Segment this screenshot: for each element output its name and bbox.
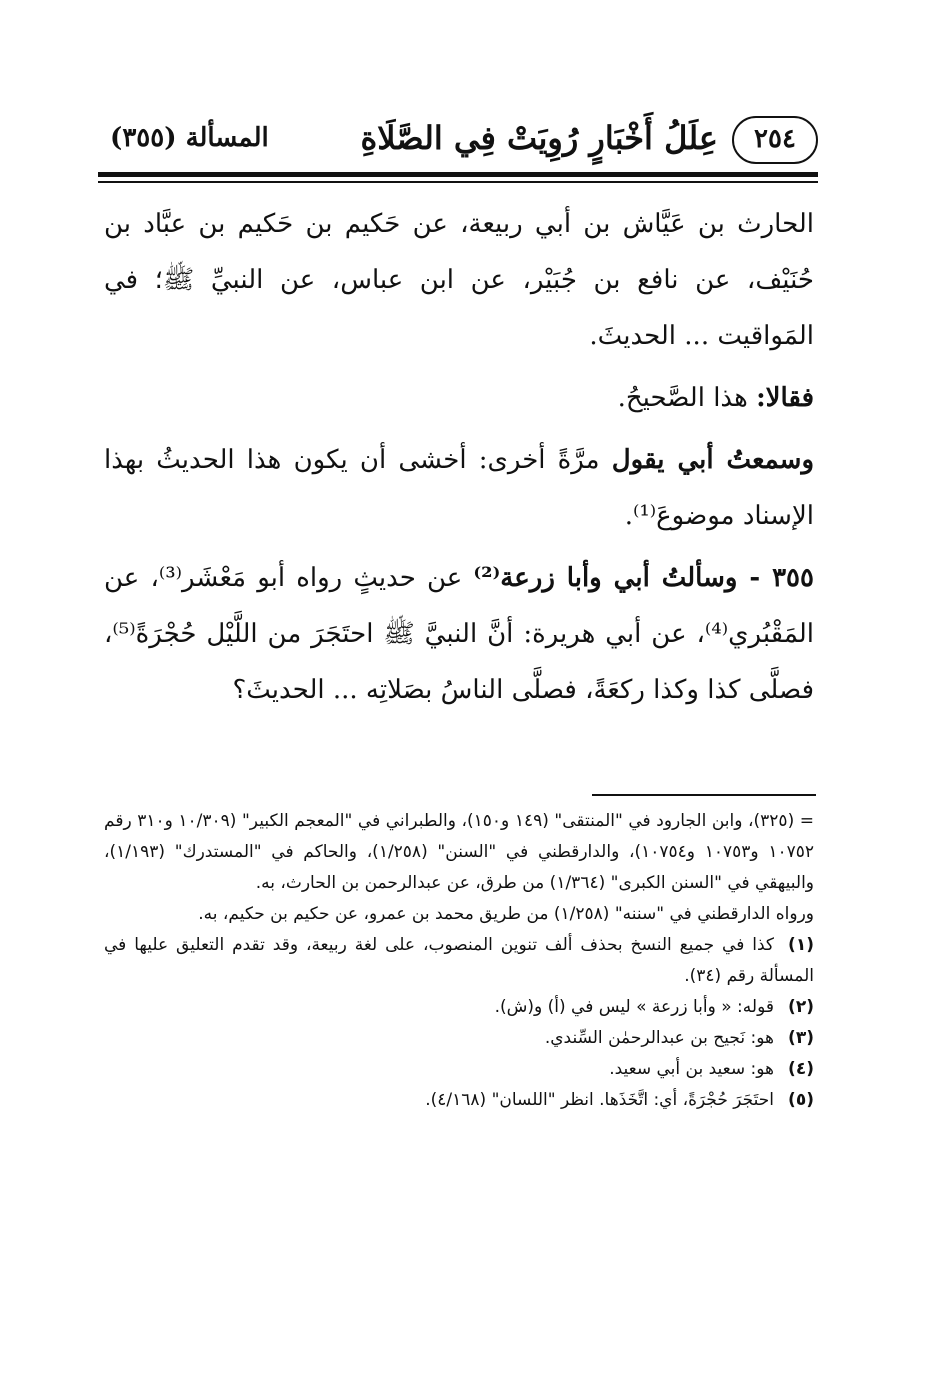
book-title: عِلَلُ أَخْبَارٍ رُوِيَتْ فِي الصَّلَاةِ [360, 119, 718, 157]
footnote-4 [104, 1054, 814, 1085]
page-number-badge: ٢٥٤ [732, 116, 818, 164]
footnote-number: (٤) [788, 1059, 814, 1079]
footnote-text: هو: نَجيح بن عبدالرحمٰن السِّندي. [544, 1028, 774, 1048]
paragraph-3-lead: وسمعتُ أبي يقول [611, 445, 814, 475]
header-rule-thin [98, 181, 818, 183]
main-text [104, 196, 814, 724]
paragraph-2 [104, 370, 814, 426]
footnote-2 [104, 992, 814, 1023]
footnote-number: (٢) [788, 997, 814, 1017]
footnote-text: احتَجَرَ حُجْرَةً، أي: اتَّخَذَها. انظر "اللسان" (٤/١٦٨). [425, 1090, 774, 1110]
paragraph-2-lead: فقالا: [756, 383, 814, 413]
footnotes [104, 806, 814, 1116]
footnote-5 [104, 1085, 814, 1116]
issue-label: المسألة (٣٥٥) [110, 123, 269, 153]
header-rule-thick [98, 172, 818, 177]
paragraph-3 [104, 432, 814, 544]
footnote-text: قوله: « وأبا زرعة » ليس في (أ) و(ش). [494, 997, 774, 1017]
footnote-number: (٣) [788, 1028, 814, 1048]
footnote-text: كذا في جميع النسخ بحذف ألف تنوين المنصوب، على لغة ربيعة، وقد تقدم التعليق عليها في المسألة رقم (٣٤). [104, 935, 814, 986]
footnote-number: (٥) [788, 1090, 814, 1110]
footnote-3 [104, 1023, 814, 1054]
paragraph-2-text: هذا الصَّحيحُ. [617, 383, 757, 413]
footnote-number: (١) [788, 935, 814, 955]
footnote-continuation-1: = (٣٢٥)، وابن الجارود في "المنتقى" (١٤٩ و١٥٠)، والطبراني في "المعجم الكبير" (١٠/٣٠٩ و٣١٠ رقم ١٠٧٥٢ و١٠٧٥٣ و١٠٧٥٤)، والدارقطني في "السنن" (١/٢٥٨)، والحاكم في "المستدرك" (١/١٩٣)، والبيهقي في "السنن الكبرى" (١/٣٦٤) من طرق، عن عبدالرحمن بن الحارث، به. [104, 811, 815, 893]
footnote-text: هو: سعيد بن أبي سعيد. [609, 1059, 774, 1079]
footnote-1 [104, 930, 814, 992]
paragraph-1: الحارث بن عَيَّاش بن أبي ربيعة، عن حَكيم بن حَكيم بن عبَّاد بن حُنَيْف، عن نافع بن جُبَيْر، عن ابن عباس، عن النبيِّ ﷺ؛ في المَواقيت ... الحديثَ. [104, 209, 814, 351]
footnote-separator [592, 794, 816, 796]
page-header [98, 112, 818, 174]
paragraph-4 [104, 550, 814, 718]
issue-355-lead: ٣٥٥ - وسألتُ أبي وأبا زرعة⁽²⁾ [473, 563, 814, 593]
footnote-continuation-2: ورواه الدارقطني في "سننه" (١/٢٥٨) من طريق محمد بن عمرو، عن حكيم بن حكيم، به. [198, 904, 814, 924]
issue-355-text: عن حديثٍ رواه أبو مَعْشَر⁽³⁾، عن المَقْبُري⁽⁴⁾، عن أبي هريرة: أنَّ النبيَّ ﷺ احتَجَرَ من اللَّيْل حُجْرَةً⁽⁵⁾، فصلَّى كذا وكذا ركعَةً، فصلَّى الناسُ بصَلاتِه ... الحديثَ؟ [104, 563, 814, 705]
paragraph-3-text: مرَّةً أخرى: أخشى أن يكون هذا الحديثُ بهذا الإسناد موضوعَ⁽¹⁾. [104, 445, 814, 531]
